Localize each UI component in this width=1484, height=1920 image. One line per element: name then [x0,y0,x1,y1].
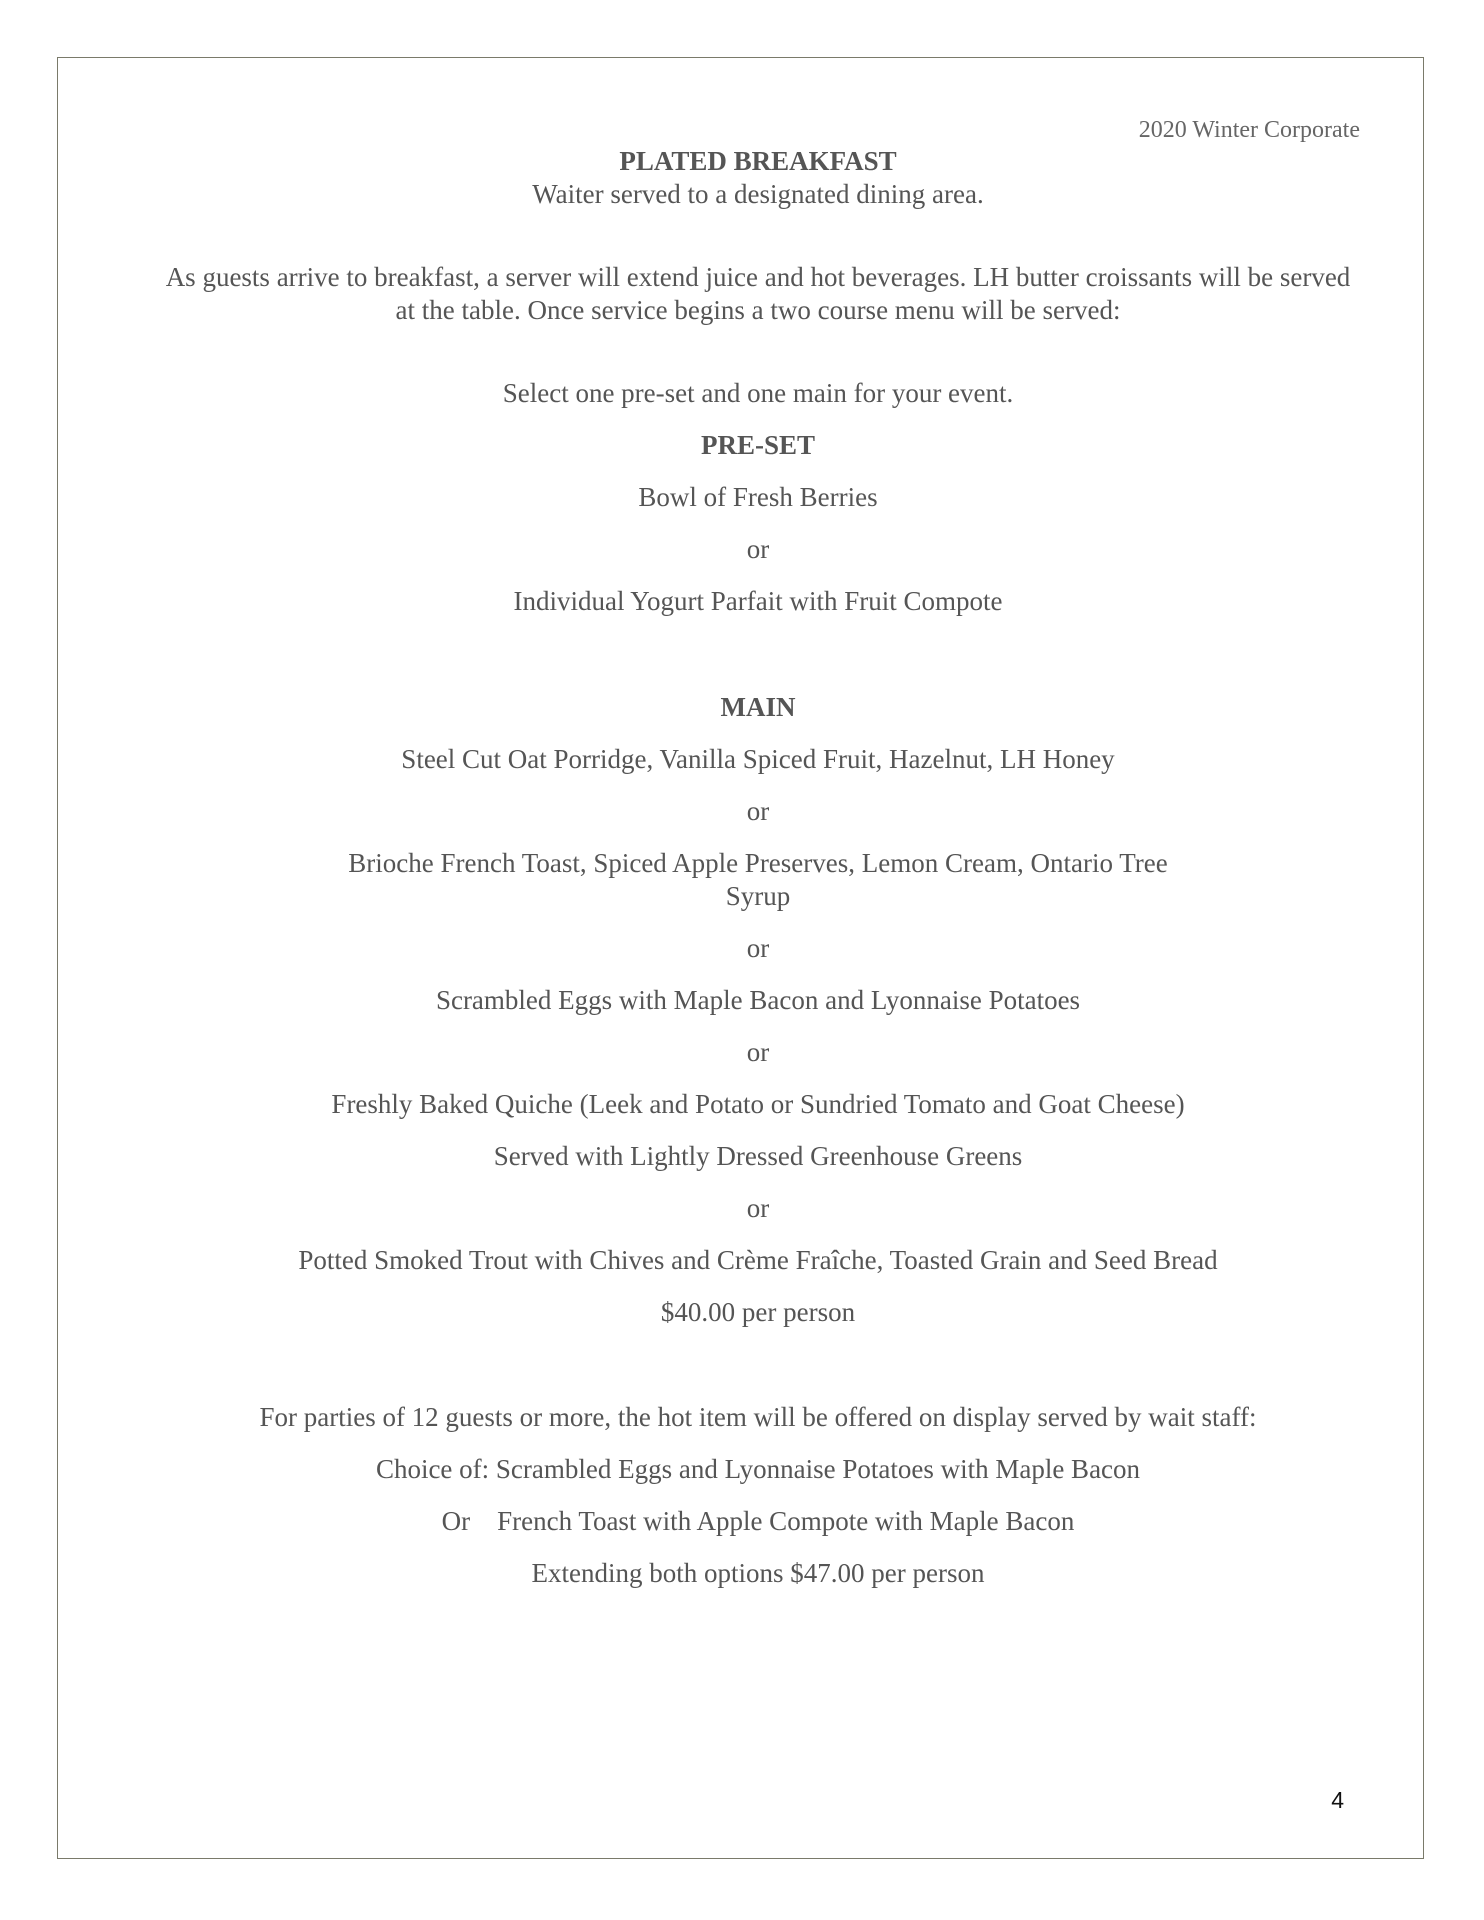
main-option-2: Brioche French Toast, Spiced Apple Preserves, Lemon Cream, Ontario Tree Syrup [348,848,1168,911]
preset-separator: or [746,534,770,564]
preset-heading: PRE-SET [700,430,816,460]
main-option-5: Potted Smoked Trout with Chives and Crème Fraîche, Toasted Grain and Seed Bread [298,1245,1218,1275]
main-heading: MAIN [720,692,796,722]
main-separator-1: or [746,796,770,826]
large-party-choice-2: Or French Toast with Apple Compote with Maple Bacon [441,1506,1075,1536]
large-party-price: Extending both options $47.00 per person [531,1558,985,1588]
large-party-choice-1: Choice of: Scrambled Eggs and Lyonnaise Potatoes with Maple Bacon [375,1454,1141,1484]
subtitle: Waiter served to a designated dining area. [532,179,984,209]
main-option-4-line-1: Freshly Baked Quiche (Leek and Potato or Sundried Tomato and Goat Cheese) [331,1089,1185,1119]
preset-option-1: Bowl of Fresh Berries [638,482,878,512]
page-title: PLATED BREAKFAST [619,146,897,176]
main-option-4-line-2: Served with Lightly Dressed Greenhouse Greens [493,1141,1023,1171]
header-note: 2020 Winter Corporate [1138,117,1360,143]
page-number: 4 [1331,1787,1344,1813]
main-option-3: Scrambled Eggs with Maple Bacon and Lyonnaise Potatoes [435,985,1081,1015]
main-separator-3: or [746,1037,770,1067]
main-option-1: Steel Cut Oat Porridge, Vanilla Spiced Fruit, Hazelnut, LH Honey [401,744,1115,774]
main-separator-2: or [746,933,770,963]
instruction-text: Select one pre-set and one main for your event. [502,378,1014,408]
large-party-note: For parties of 12 guests or more, the hot item will be offered on display served by wait staff: [259,1402,1257,1432]
main-separator-4: or [746,1193,770,1223]
intro-paragraph: As guests arrive to breakfast, a server will extend juice and hot beverages. LH butter croissants will be served at the table. Once service begins a two course menu will be served: [165,262,1351,325]
main-price: $40.00 per person [660,1297,856,1327]
preset-option-2: Individual Yogurt Parfait with Fruit Compote [513,586,1003,616]
menu-content [160,145,1356,1590]
